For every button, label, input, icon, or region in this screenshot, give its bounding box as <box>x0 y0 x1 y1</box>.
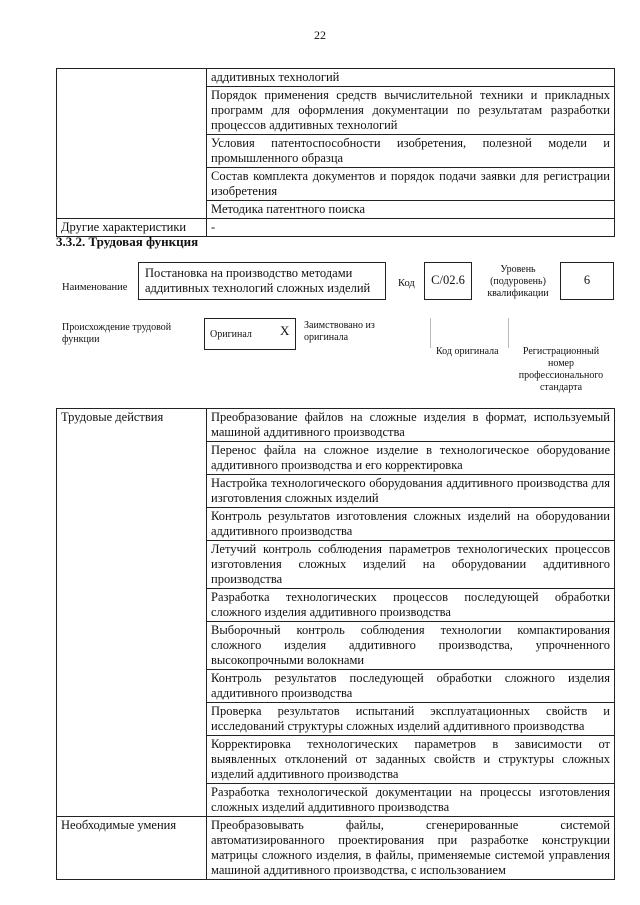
borrowed-label: Заимствовано из оригинала <box>304 320 375 343</box>
divider <box>508 318 509 348</box>
level-box <box>560 262 614 300</box>
code-value: С/02.6 <box>431 273 465 287</box>
registration-caption: Регистрационный номер профессионального стандарта <box>518 346 604 393</box>
function-name-value: Постановка на производство методами аддитивных технологий сложных изделий <box>145 266 371 295</box>
table-cell-empty <box>57 69 207 219</box>
original-mark: X <box>280 323 290 338</box>
table-cell: Состав комплекта документов и порядок подачи заявки для регистрации изобретения <box>207 168 615 201</box>
top-table <box>56 68 615 237</box>
name-label: Наименование <box>62 282 128 293</box>
labor-actions-label: Трудовые действия <box>57 409 207 817</box>
table-row <box>57 817 615 880</box>
table-cell: Разработка технологической документации на процессы изготовления сложных изделий аддитивного производства <box>207 784 615 817</box>
divider <box>430 318 431 348</box>
page-number: 22 <box>314 28 326 42</box>
code-box <box>424 262 472 300</box>
table-cell: Преобразование файлов на сложные изделия в формат, используемый машиной аддитивного производства <box>207 409 615 442</box>
table-cell: Порядок применения средств вычислительной техники и прикладных программ для оформления документации по результатам разработки процессов аддитивных технологий <box>207 87 615 135</box>
table-cell: Выборочный контроль соблюдения технологии компактирования сложного изделия аддитивного производства, упрочненного высокопрочными волокнами <box>207 622 615 670</box>
main-table <box>56 408 615 880</box>
code-label: Код <box>398 278 415 289</box>
level-label: Уровень (подуровень) квалификации <box>487 264 549 299</box>
table-cell: Летучий контроль соблюдения параметров технологических процессов изготовления сложных изделий на оборудовании аддитивного производства <box>207 541 615 589</box>
table-cell: аддитивных технологий <box>207 69 615 87</box>
table-row <box>57 409 615 442</box>
skills-label: Необходимые умения <box>57 817 207 880</box>
table-cell: Проверка результатов испытаний эксплуатационных свойств и исследований структуры сложных изделий аддитивного производства <box>207 703 615 736</box>
level-value: 6 <box>583 273 591 287</box>
table-cell: Методика патентного поиска <box>207 201 615 219</box>
table-row <box>57 69 615 87</box>
other-characteristics-value: - <box>207 219 615 237</box>
original-label: Оригинал <box>210 329 252 340</box>
table-cell: Преобразовывать файлы, сгенерированные системой автоматизированного проектирования при разработке конструкции матрицы сложного изделия, в файлы, применяемые системой управления машиной аддитивного производства, с использованием <box>207 817 615 880</box>
table-cell: Перенос файла на сложное изделие в технологическое оборудование аддитивного производства и его корректировка <box>207 442 615 475</box>
table-cell: Корректировка технологических параметров в зависимости от выявленных отклонений от заданных свойств и структуры сложных изделий аддитивного производства <box>207 736 615 784</box>
table-cell: Условия патентоспособности изобретения, полезной модели и промышленного образца <box>207 135 615 168</box>
origin-label: Происхождение трудовой функции <box>62 322 172 345</box>
code-original-caption: Код оригинала <box>436 346 499 357</box>
table-cell: Разработка технологических процессов последующей обработки сложного изделия аддитивного производства <box>207 589 615 622</box>
table-cell: Настройка технологического оборудования аддитивного производства для изготовления сложных изделий <box>207 475 615 508</box>
function-name-box <box>138 262 386 300</box>
section-heading: 3.3.2. Трудовая функция <box>56 234 199 249</box>
table-cell: Контроль результатов последующей обработки сложного изделия аддитивного производства <box>207 670 615 703</box>
other-characteristics-label: Другие характеристики <box>57 219 207 237</box>
table-cell: Контроль результатов изготовления сложных изделий на оборудовании аддитивного производства <box>207 508 615 541</box>
